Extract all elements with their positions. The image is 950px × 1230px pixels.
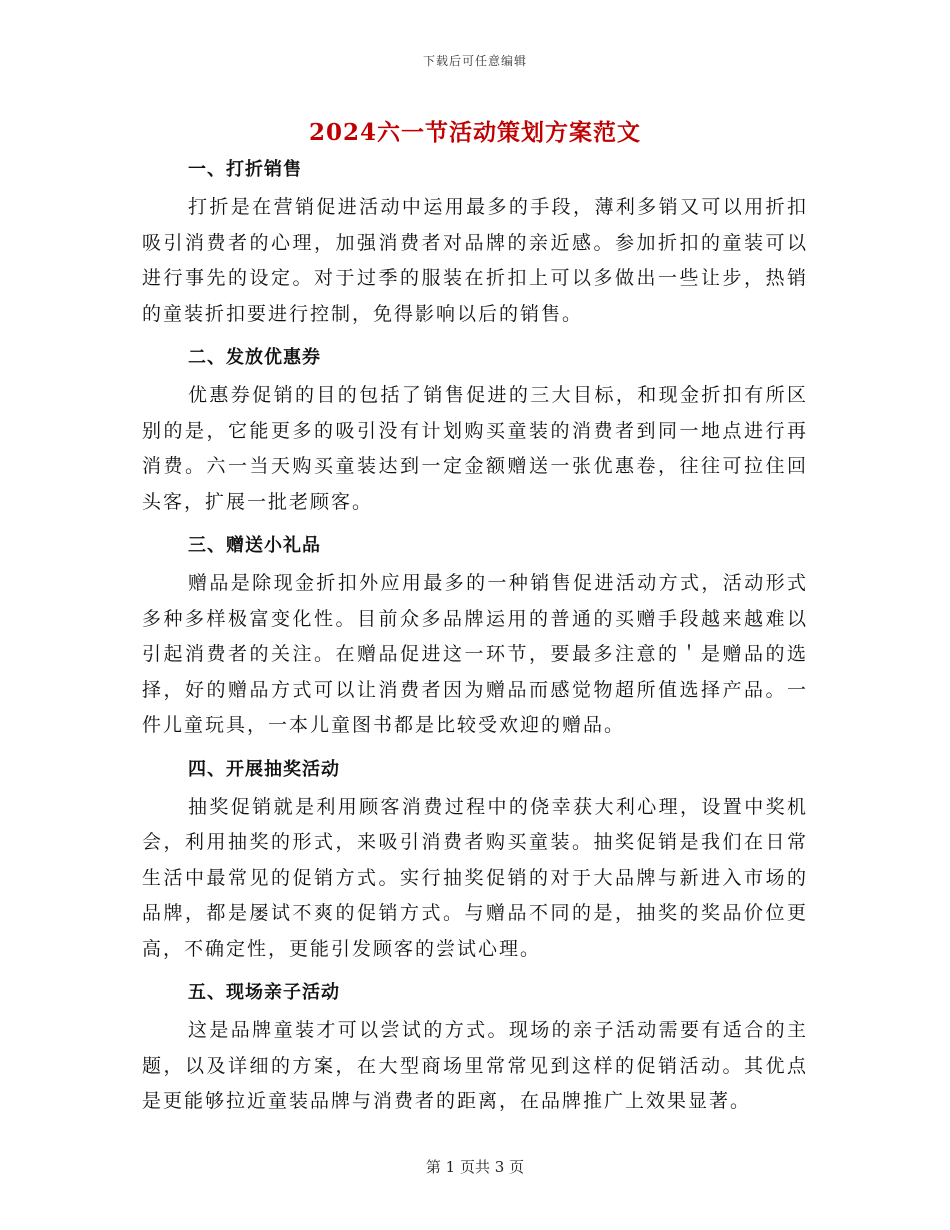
section-heading: 五、现场亲子活动	[188, 982, 340, 1003]
section-paragraph: 抽奖促销就是利用顾客消费过程中的侥幸获大利心理，设置中奖机会，利用抽奖的形式，来吸引消费者购买童装。抽奖促销是我们在日常生活中最常见的促销方式。实行抽奖促销的对于大品牌与新进入市场的品牌，都是屡试不爽的促销方式。与赠品不同的是，抽奖的奖品价位更高，不确定性，更能引发顾客的尝试心理。	[142, 795, 808, 960]
section-paragraph: 打折是在营销促进活动中运用最多的手段，薄利多销又可以用折扣吸引消费者的心理，加强消费者对品牌的亲近感。参加折扣的童装可以进行事先的设定。对于过季的服装在折扣上可以多做出一些让步，热销的童装折扣要进行控制，免得影响以后的销售。	[142, 196, 808, 325]
section-paragraph: 赠品是除现金折扣外应用最多的一种销售促进活动方式，活动形式多种多样极富变化性。目前众多品牌运用的普通的买赠手段越来越难以引起消费者的关注。在赠品促进这一环节，要最多注意的＇是赠品的选择，好的赠品方式可以让消费者因为赠品而感觉物超所值选择产品。一件儿童玩具，一本儿童图书都是比较受欢迎的赠品。	[142, 572, 808, 736]
section-lottery	[142, 750, 808, 968]
section-gifts	[142, 526, 808, 744]
section-heading: 二、发放优惠券	[188, 347, 321, 368]
page-header-note: 下载后可任意编辑	[422, 54, 527, 68]
section-heading: 四、开展抽奖活动	[188, 758, 340, 780]
section-discount-sales	[142, 150, 808, 332]
section-heading: 三、赠送小礼品	[188, 535, 321, 556]
section-paragraph: 优惠券促销的目的包括了销售促进的三大目标，和现金折扣有所区别的是，它能更多的吸引没有计划购买童装的消费者到同一地点进行再消费。六一当天购买童装达到一定金额赠送一张优惠卷，往往可拉住回头客，扩展一批老顾客。	[142, 384, 808, 513]
document-body	[142, 150, 808, 1126]
section-coupons	[142, 338, 808, 520]
document-title: 2024六一节活动策划方案范文	[308, 119, 641, 146]
section-heading: 一、打折销售	[188, 159, 302, 180]
section-paragraph: 这是品牌童装才可以尝试的方式。现场的亲子活动需要有适合的主题，以及详细的方案，在大型商场里常常见到这样的促销活动。其优点是更能够拉近童装品牌与消费者的距离，在品牌推广上效果显著。	[142, 1019, 808, 1112]
page-number: 第 1 页共 3 页	[425, 1158, 525, 1176]
section-parent-child-activity	[142, 973, 808, 1120]
